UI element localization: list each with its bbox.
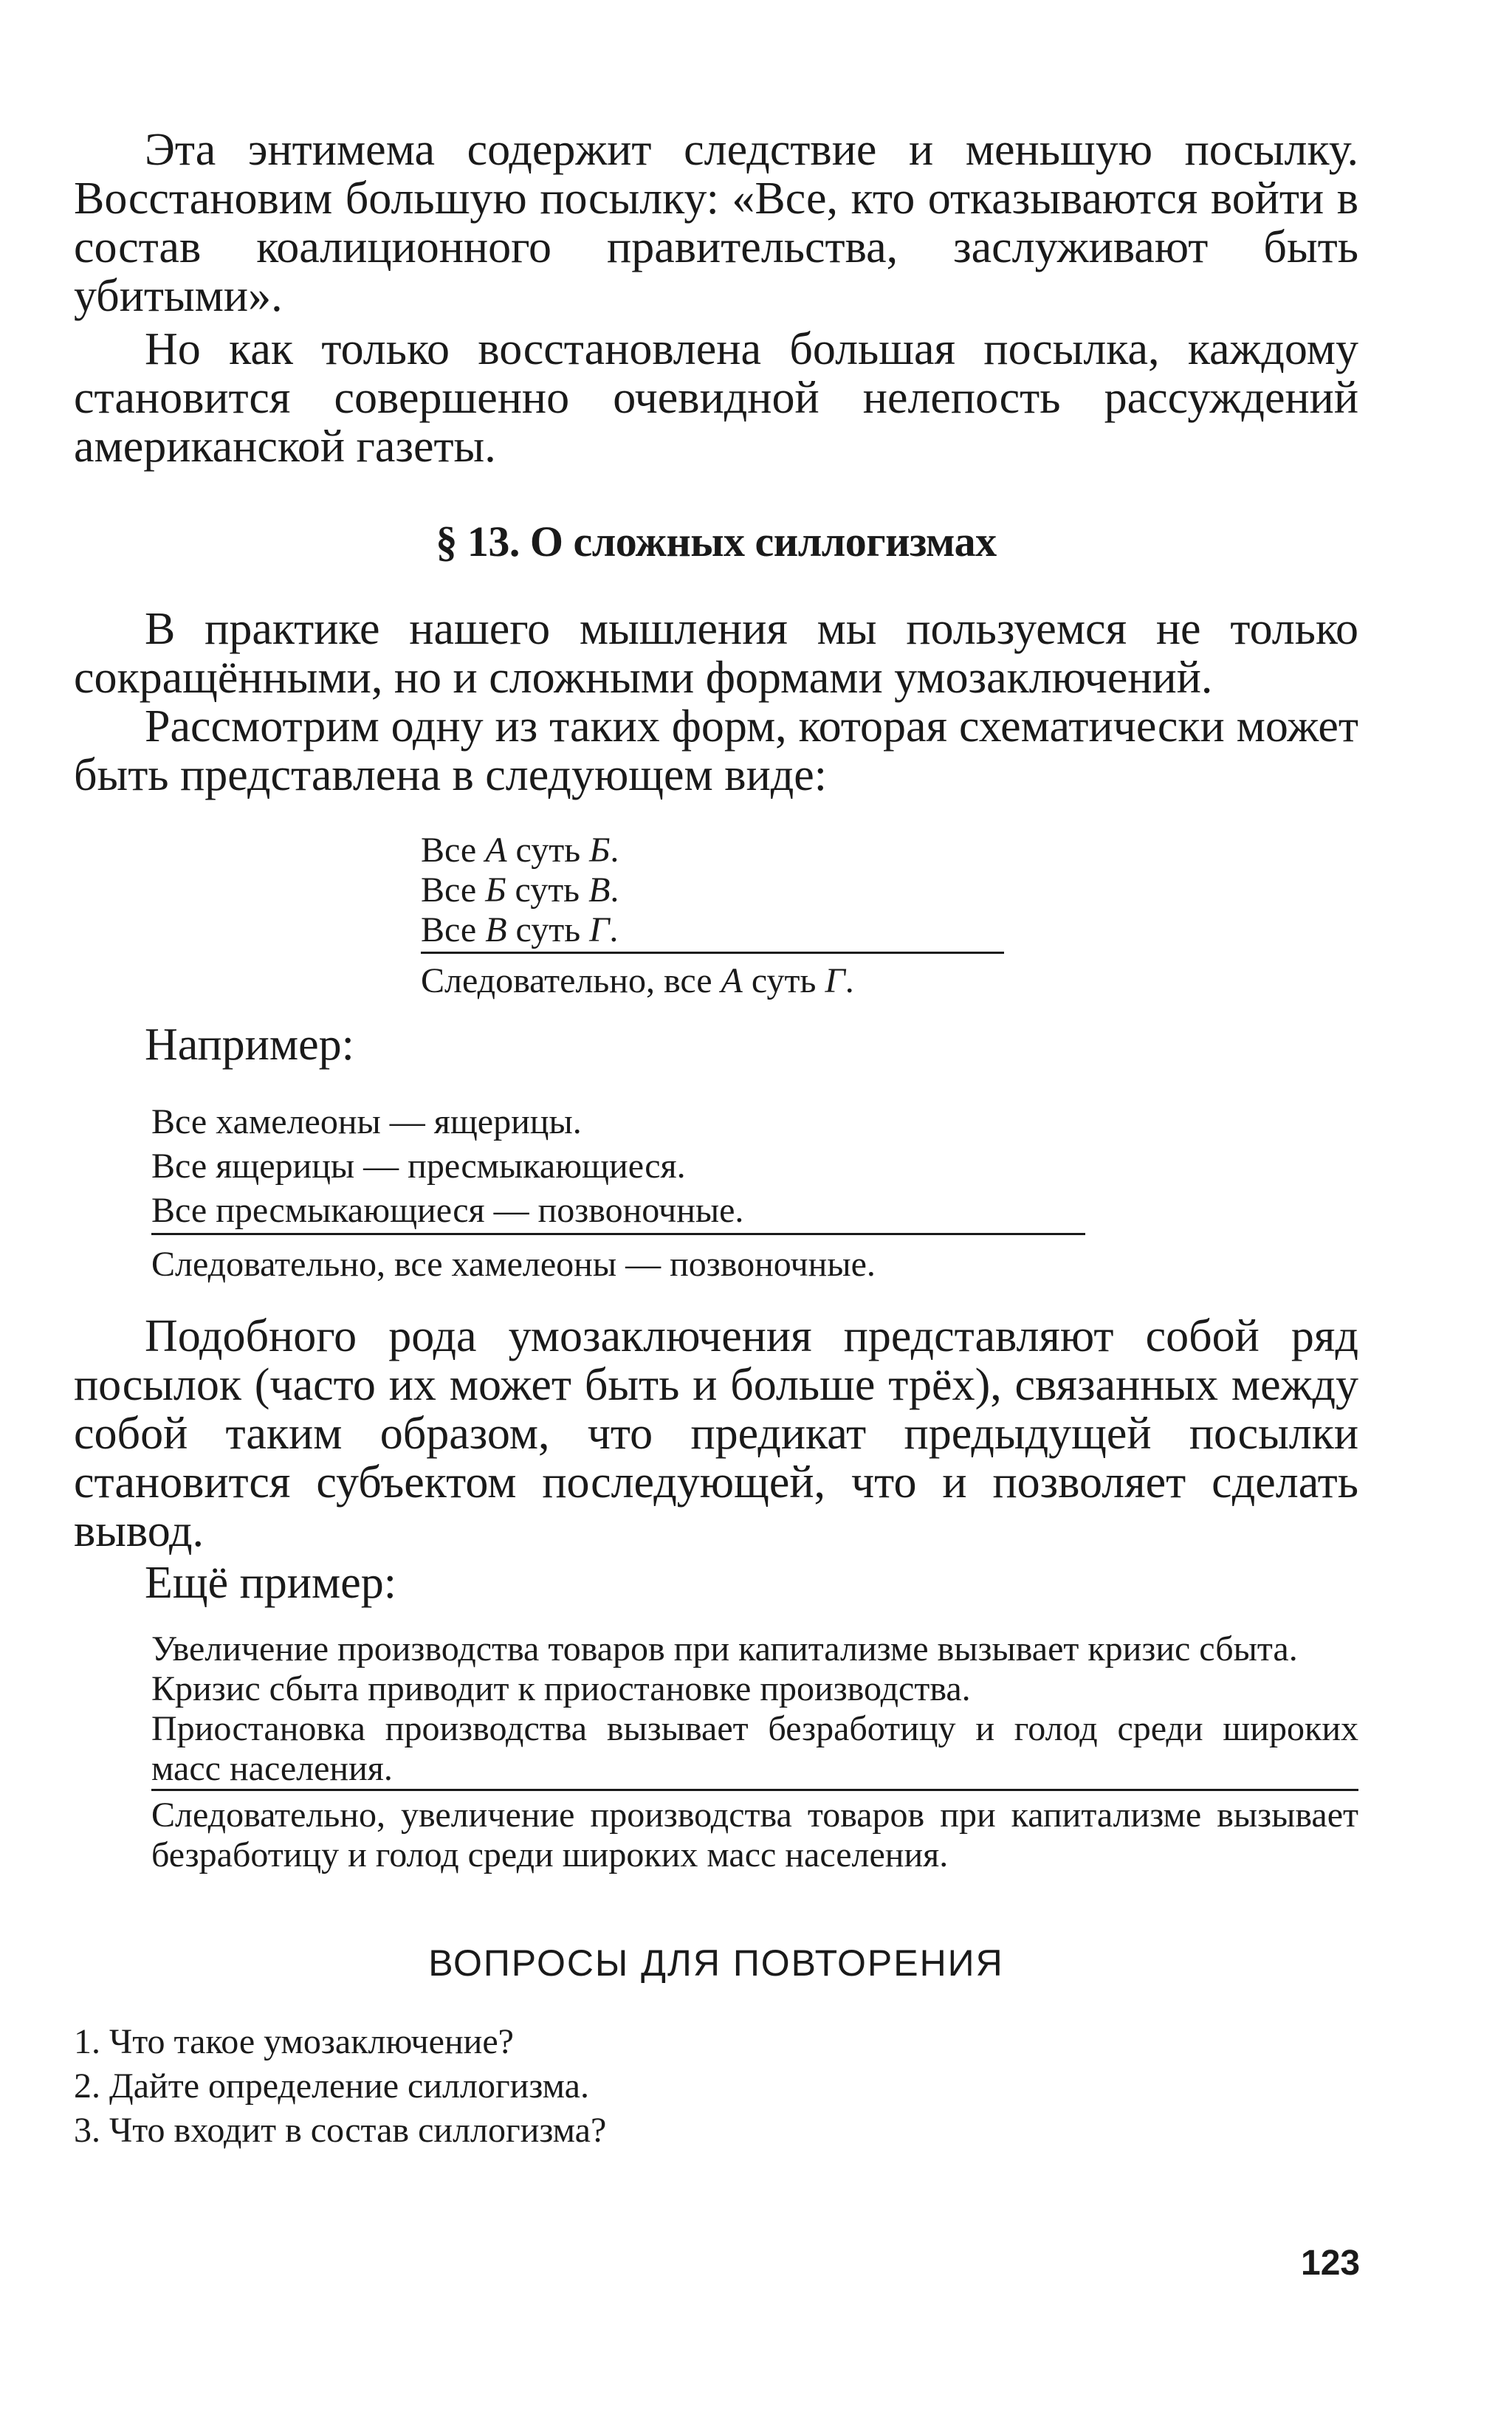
questions-list [74,2020,1358,2153]
body-paragraph: Подобного рода умозаключения представляют собой ряд посылок (часто их может быть и больше трёх), связанных между собой таким образом, что предикат предыдущей посылки становится субъектом последующей, что и позволяет сделать вывод. [74,1311,1358,1556]
example-premise-2: Все ящерицы — пресмыкающиеся. [151,1147,686,1186]
scheme-conclusion: Следовательно, все А суть Г. [421,961,854,1000]
scheme-premise-3: Все В суть Г. [421,910,1004,954]
question-item: 2. Дайте определение силлогизма. [74,2066,589,2106]
intro-paragraph-1: Эта энтимема содержит следствие и меньшую посылку. Восстановим большую посылку: «Все, кто отказываются войти в состав коалиционного правительства, заслуживают быть убитыми». [74,125,1358,321]
questions-title: ВОПРОСЫ ДЛЯ ПОВТОРЕНИЯ [428,1942,1004,1984]
example2-syllogism [151,1629,1358,1875]
page-content [74,126,1358,2153]
page-number: 123 [1301,2244,1361,2283]
question-item: 3. Что входит в состав силлогизма? [74,2111,607,2150]
syllogism-scheme [421,831,1004,1001]
example2-premise-2: Кризис сбыта приводит к приостановке производства. [151,1669,971,1708]
example-premise-3: Все пресмыкающиеся — позвоночные. [151,1189,1085,1235]
example-conclusion: Следовательно, все хамелеоны — позвоночные. [151,1245,876,1284]
question-item: 1. Что такое умозаключение? [74,2022,514,2061]
scheme-premise-1: Все А суть Б. [421,831,619,870]
example2-lead: Ещё пример: [145,1558,396,1608]
example2-premise-1: Увеличение производства товаров при капитализме вызывает кризис сбыта. [151,1629,1298,1668]
section-title: § 13. О сложных силлогизмах [436,518,997,566]
example-lead: Например: [145,1020,354,1070]
example-premise-1: Все хамелеоны — ящерицы. [151,1102,582,1141]
example2-conclusion: Следовательно, увеличение производства товаров при капитализме вызывает безработицу и голод среди широких масс населения. [151,1795,1358,1874]
scheme-premise-2: Все Б суть В. [421,870,619,910]
section-paragraph-2: Рассмотрим одну из таких форм, которая схематически может быть представлена в следующем виде: [74,701,1358,800]
section-paragraph-1: В практике нашего мышления мы пользуемся не только сокращёнными, но и сложными формами умозаключений. [74,604,1358,703]
intro-paragraph-2: Но как только восстановлена большая посылка, каждому становится совершенно очевидной нелепость рассуждений американской газеты. [74,324,1358,472]
example-syllogism [151,1100,1085,1287]
example2-premise-3: Приостановка производства вызывает безработицу и голод среди широких масс населения. [151,1709,1358,1791]
